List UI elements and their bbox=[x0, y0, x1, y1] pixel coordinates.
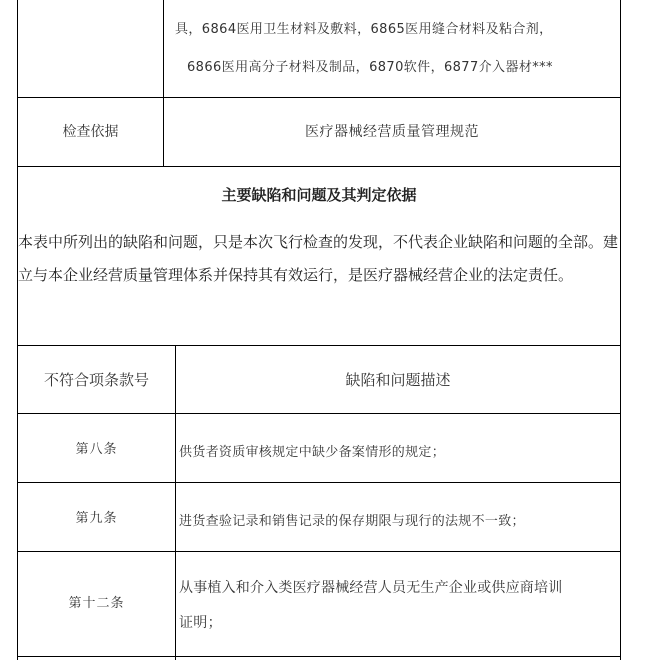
basis-label: 检查依据 bbox=[62, 124, 119, 140]
findings-column-divider bbox=[175, 345, 176, 660]
row-divider bbox=[17, 413, 621, 414]
row-divider bbox=[17, 656, 621, 657]
row-divider bbox=[17, 166, 621, 167]
row-divider bbox=[17, 551, 621, 552]
disclaimer-text: 本表中所列出的缺陷和问题，只是本次飞行检查的发现，不代表企业缺陷和问题的全部。建立与本企业经营质量管理体系并保持其有效运行，是医疗器械经营企业的法定责任。 bbox=[18, 233, 619, 284]
section-heading: 主要缺陷和问题及其判定依据 bbox=[221, 186, 417, 204]
description-cell: 供货者资质审核规定中缺少备案情形的规定； bbox=[179, 445, 446, 460]
description-cell-line-1: 从事植入和介入类医疗器械经营人员无生产企业或供应商培训 bbox=[179, 580, 563, 596]
description-cell-line-2: 证明； bbox=[179, 615, 222, 631]
header-clause: 不符合项条款号 bbox=[43, 371, 149, 389]
row-divider bbox=[17, 97, 621, 98]
header-description: 缺陷和问题描述 bbox=[345, 371, 451, 389]
description-cell: 进货查验记录和销售记录的保存期限与现行的法规不一致； bbox=[179, 514, 525, 529]
table-right-border bbox=[620, 0, 621, 660]
row-divider bbox=[17, 482, 621, 483]
clause-cell: 第八条 bbox=[75, 442, 118, 457]
scope-line-1: 具，6864医用卫生材料及敷料，6865医用缝合材料及粘合剂， bbox=[175, 22, 553, 37]
row-divider bbox=[17, 345, 621, 346]
clause-cell: 第九条 bbox=[75, 511, 118, 526]
table-left-border bbox=[17, 0, 18, 660]
clause-cell: 第十二条 bbox=[68, 596, 125, 611]
basis-value: 医疗器械经营质量管理规范 bbox=[305, 124, 479, 140]
scope-line-2: 6866医用高分子材料及制品，6870软件，6877介入器材*** bbox=[187, 60, 553, 75]
